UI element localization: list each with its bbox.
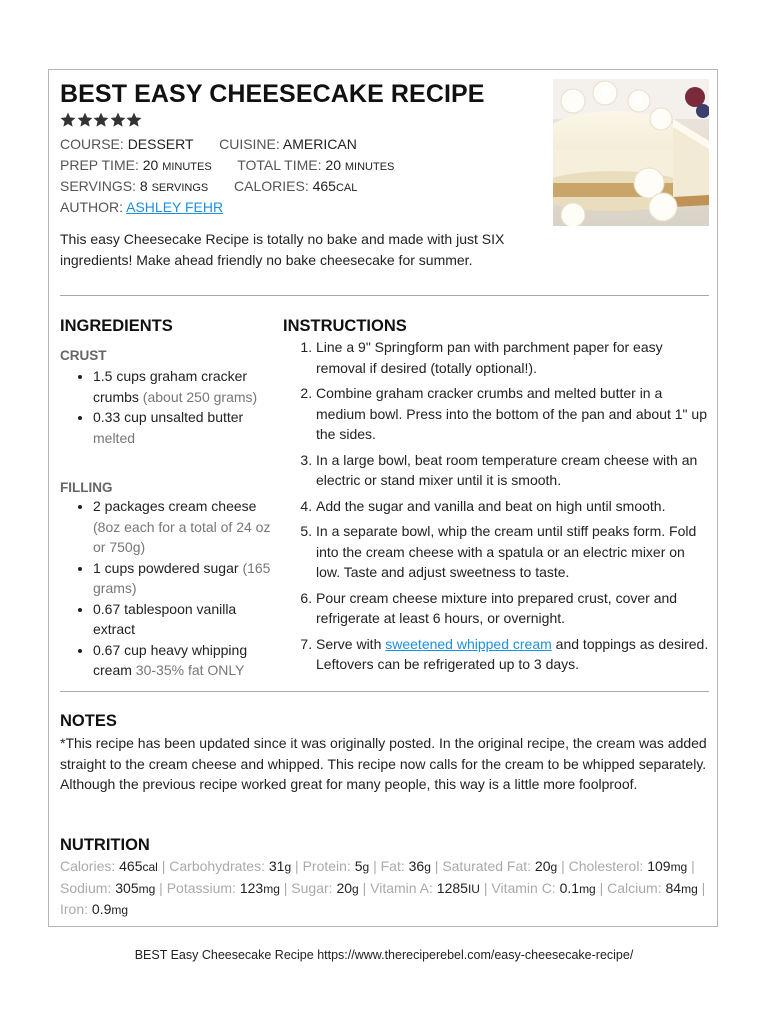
page-footer: BEST Easy Cheesecake Recipe https://www.thereciperebel.com/easy-cheesecake-recipe/ (134, 948, 634, 962)
recipe-title: BEST EASY CHEESECAKE RECIPE (60, 80, 485, 108)
ingredient-item: • 0.67 cup heavy whipping cream 30-35% fat ONLY (93, 640, 280, 681)
divider (60, 295, 709, 296)
ingredient-item: • 1.5 cups graham cracker crumbs (about 250 grams) (93, 366, 280, 407)
servings-value: 8 (139, 178, 148, 194)
nutrition-facts: Calories: 465cal | Carbohydrates: 31g | Protein: 5g | Fat: 36g | Saturated Fat: 20g | Cholesterol: 109mg | Sodium: 305mg | Potassium: 123mg | Sugar: 20g | Vitamin A: 1285IU | Vitamin C: 0.1mg | Calcium: 84mg | Iron: 0.9mg (60, 858, 706, 917)
cuisine-value: AMERICAN (282, 136, 357, 152)
nutrition-item: Saturated Fat: 20g (442, 858, 558, 874)
calories-value: 465 (312, 178, 336, 194)
instruction-step: 3. In a large bowl, beat room temperature cream cheese with an electric or stand mixer until it is smooth. (316, 450, 709, 491)
instruction-step: 4. Add the sugar and vanilla and beat on high until smooth. (316, 496, 709, 517)
nutrition-item: Calcium: 84mg (607, 879, 698, 896)
filling-list (60, 496, 280, 681)
ingredient-item: • 0.33 cup unsalted butter melted (93, 407, 280, 448)
instructions-list (283, 337, 709, 680)
whipped-cream-link[interactable]: sweetened whipped cream (385, 635, 552, 652)
instruction-step: 7. Serve with sweetened whipped cream and toppings as desired. Leftovers can be refrigerated up to 3 days. (316, 634, 709, 675)
nutrition-item: Protein: 5g (302, 858, 370, 874)
notes-text: *This recipe has been updated since it was originally posted. In the original recipe, the cream was added straight to the cream cheese and whipped. This recipe now calls for the cream to be whipped separately. Although the previous recipe worked great for many people, this way is a little more foolproof. (60, 735, 707, 792)
ingredient-group-crust: CRUST (60, 348, 107, 363)
nutrition-item: Potassium: 123mg (166, 879, 280, 896)
nutrition-item: Calories: 465cal (60, 858, 158, 874)
author-link[interactable]: ASHLEY FEHR (126, 199, 224, 215)
star-icon[interactable] (93, 112, 109, 128)
ingredient-item: • 0.67 tablespoon vanilla extract (93, 599, 280, 640)
nutrition-item: Fat: 36g (380, 858, 431, 874)
star-icon[interactable] (110, 112, 126, 128)
nutrition-item: Iron: 0.9mg (60, 901, 129, 917)
nutrition-item: Sodium: 305mg (60, 879, 156, 896)
time-row: PREP TIME: 20 MINUTES TOTAL TIME: 20 MINUTES (60, 157, 395, 173)
star-icon[interactable] (60, 112, 76, 128)
nutrition-item: Carbohydrates: 31g (169, 858, 292, 874)
notes-heading: NOTES (60, 712, 117, 730)
nutrition-item: Vitamin A: 1285IU (370, 879, 480, 896)
instruction-step: 6. Pour cream cheese mixture into prepared crust, cover and refrigerate at least 6 hours, or overnight. (316, 588, 709, 629)
nutrition-heading: NUTRITION (60, 836, 150, 854)
ingredient-item: • 2 packages cream cheese (8oz each for a total of 24 oz or 750g) (93, 496, 280, 558)
star-icon[interactable] (126, 112, 142, 128)
crust-list (60, 366, 280, 448)
recipe-summary: This easy Cheesecake Recipe is totally no bake and made with just SIX ingredients! Make ahead friendly no bake cheesecake for summer. (60, 231, 505, 268)
nutrition-item: Vitamin C: 0.1mg (491, 879, 596, 896)
rating-stars[interactable] (60, 112, 143, 128)
instruction-step: 5. In a separate bowl, whip the cream until stiff peaks form. Fold into the cream cheese with a spatula or an electric mixer on low. Taste and adjust sweetness to taste. (316, 521, 709, 583)
servings-calories-row: SERVINGS: 8 SERVINGS CALORIES: 465CAL (60, 178, 358, 194)
course-value: DESSERT (127, 136, 194, 152)
total-time-value: 20 (325, 157, 341, 173)
divider (60, 691, 709, 692)
nutrition-item: Sugar: 20g (291, 879, 359, 896)
ingredient-group-filling: FILLING (60, 480, 113, 495)
prep-time-value: 20 (142, 157, 159, 173)
ingredients-heading: INGREDIENTS (60, 317, 173, 335)
instruction-step: 2. Combine graham cracker crumbs and melted butter in a medium bowl. Press into the bottom of the pan and about 1" up the sides. (316, 383, 709, 445)
author-row: AUTHOR: ASHLEY FEHR (60, 199, 224, 215)
star-icon[interactable] (77, 112, 93, 128)
nutrition-item: Cholesterol: 109mg (568, 858, 688, 874)
instruction-step: 1. Line a 9" Springform pan with parchment paper for easy removal if desired (totally optional!). (316, 337, 709, 378)
instructions-heading: INSTRUCTIONS (283, 317, 407, 335)
ingredient-item: • 1 cups powdered sugar (165 grams) (93, 558, 280, 599)
cheesecake-photo (553, 79, 709, 226)
course-cuisine-row: COURSE: DESSERT CUISINE: AMERICAN (60, 136, 357, 152)
